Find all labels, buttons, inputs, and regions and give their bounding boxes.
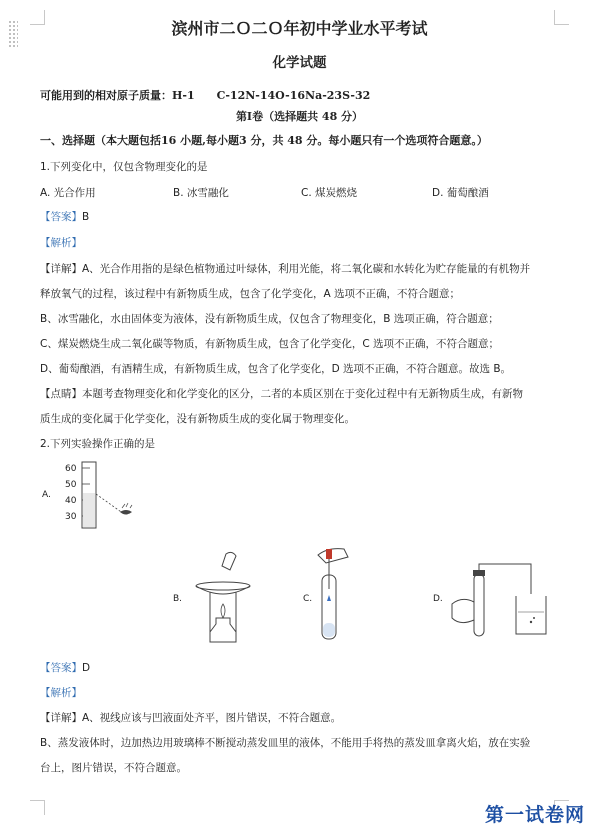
q1-analysis-tag: 【解析】: [40, 237, 82, 249]
q1-point-2: 质生成的变化属于化学变化，没有新物质生成的变化属于物理变化。: [40, 413, 355, 425]
q2-detail-a: [40, 711, 341, 725]
exam-subtitle: 化学试题: [272, 55, 327, 71]
answer-tag: 【答案】: [40, 662, 82, 674]
point-tag: 【点睛】: [40, 388, 82, 400]
q1-option-a: A. 光合作用: [40, 187, 96, 199]
detail-tag: 【详解】: [40, 263, 82, 275]
tick-50: 50: [65, 480, 77, 490]
q1-answer: [40, 210, 89, 224]
detail-text: A、视线应该与凹液面处齐平，图片错误，不符合题意。: [82, 712, 342, 724]
q1-detail-a-1: [40, 262, 530, 276]
question-1-stem: 1.下列变化中，仅包含物理变化的是: [40, 161, 208, 173]
q1-point-1: [40, 387, 523, 401]
q2-analysis-tag: 【解析】: [40, 687, 82, 699]
q1-option-b: B. 冰雪融化: [173, 187, 229, 199]
answer-value: D: [82, 662, 91, 674]
figure-a-label: A.: [42, 490, 51, 500]
tick-60: 60: [65, 464, 77, 474]
volume-heading: 第Ⅰ卷（选择题共 48 分）: [235, 110, 364, 123]
exam-title: 滨州市二Ｏ二Ｏ年初中学业水平考试: [171, 19, 428, 38]
answer-value: B: [82, 211, 90, 223]
tick-40: 40: [65, 496, 77, 506]
point-text: 本题考查物理变化和化学变化的区分，二者的本质区别在于变化过程中有无新物质生成，有新物: [82, 388, 523, 400]
q1-detail-a-2: 释放氧气的过程，该过程中有新物质生成，包含了化学变化，A 选项不正确，不符合题意；: [40, 288, 461, 300]
detail-text: A、光合作用指的是绿色植物通过叶绿体，利用光能，将二氧化碳和水转化为贮存能量的有机物并: [82, 263, 531, 275]
tick-30: 30: [65, 512, 77, 522]
question-2-stem: 2.下列实验操作正确的是: [40, 438, 156, 450]
figure-d-label: D.: [433, 594, 443, 604]
figure-c-label: C.: [303, 594, 313, 604]
airtightness-check-figure: [446, 560, 556, 640]
q2-detail-b-1: B、蒸发液体时，边加热边用玻璃棒不断搅动蒸发皿里的液体，不能用手将热的蒸发皿拿离火焰，放在实验: [40, 737, 531, 749]
q1-option-d: D. 葡萄酿酒: [432, 187, 489, 199]
q1-detail-b: B、冰雪融化，水由固体变为液体，没有新物质生成，仅包含了物理变化，B 选项正确，符合题意；: [40, 313, 499, 325]
answer-tag: 【答案】: [40, 211, 82, 223]
site-logo: 第一试卷网: [484, 804, 585, 826]
evaporation-figure: [188, 548, 258, 648]
q1-option-c: C. 煤炭燃烧: [301, 187, 358, 199]
section-heading: 一、选择题（本大题包括16 小题,每小题3 分，共 48 分。每小题只有一个选项符合题意。）: [40, 134, 488, 147]
atomic-masses: 可能用到的相对原子质量：H-1 C-12N-14O-16Na-23S-32: [40, 89, 371, 102]
q2-detail-b-2: 台上，图片错误，不符合题意。: [40, 762, 187, 774]
q1-detail-d: D、葡萄酿酒，有酒精生成，有新物质生成，包含了化学变化，D 选项不正确，不符合题意。故选 B。: [40, 363, 512, 375]
q2-answer: [40, 661, 90, 675]
detail-tag: 【详解】: [40, 712, 82, 724]
dropper-figure: [312, 545, 362, 645]
crop-mark: [30, 800, 45, 815]
q1-detail-c: C、煤炭燃烧生成二氧化碳等物质，有新物质生成，包含了化学变化，C 选项不正确，不符合题意；: [40, 338, 499, 350]
figure-b-label: B.: [173, 594, 183, 604]
